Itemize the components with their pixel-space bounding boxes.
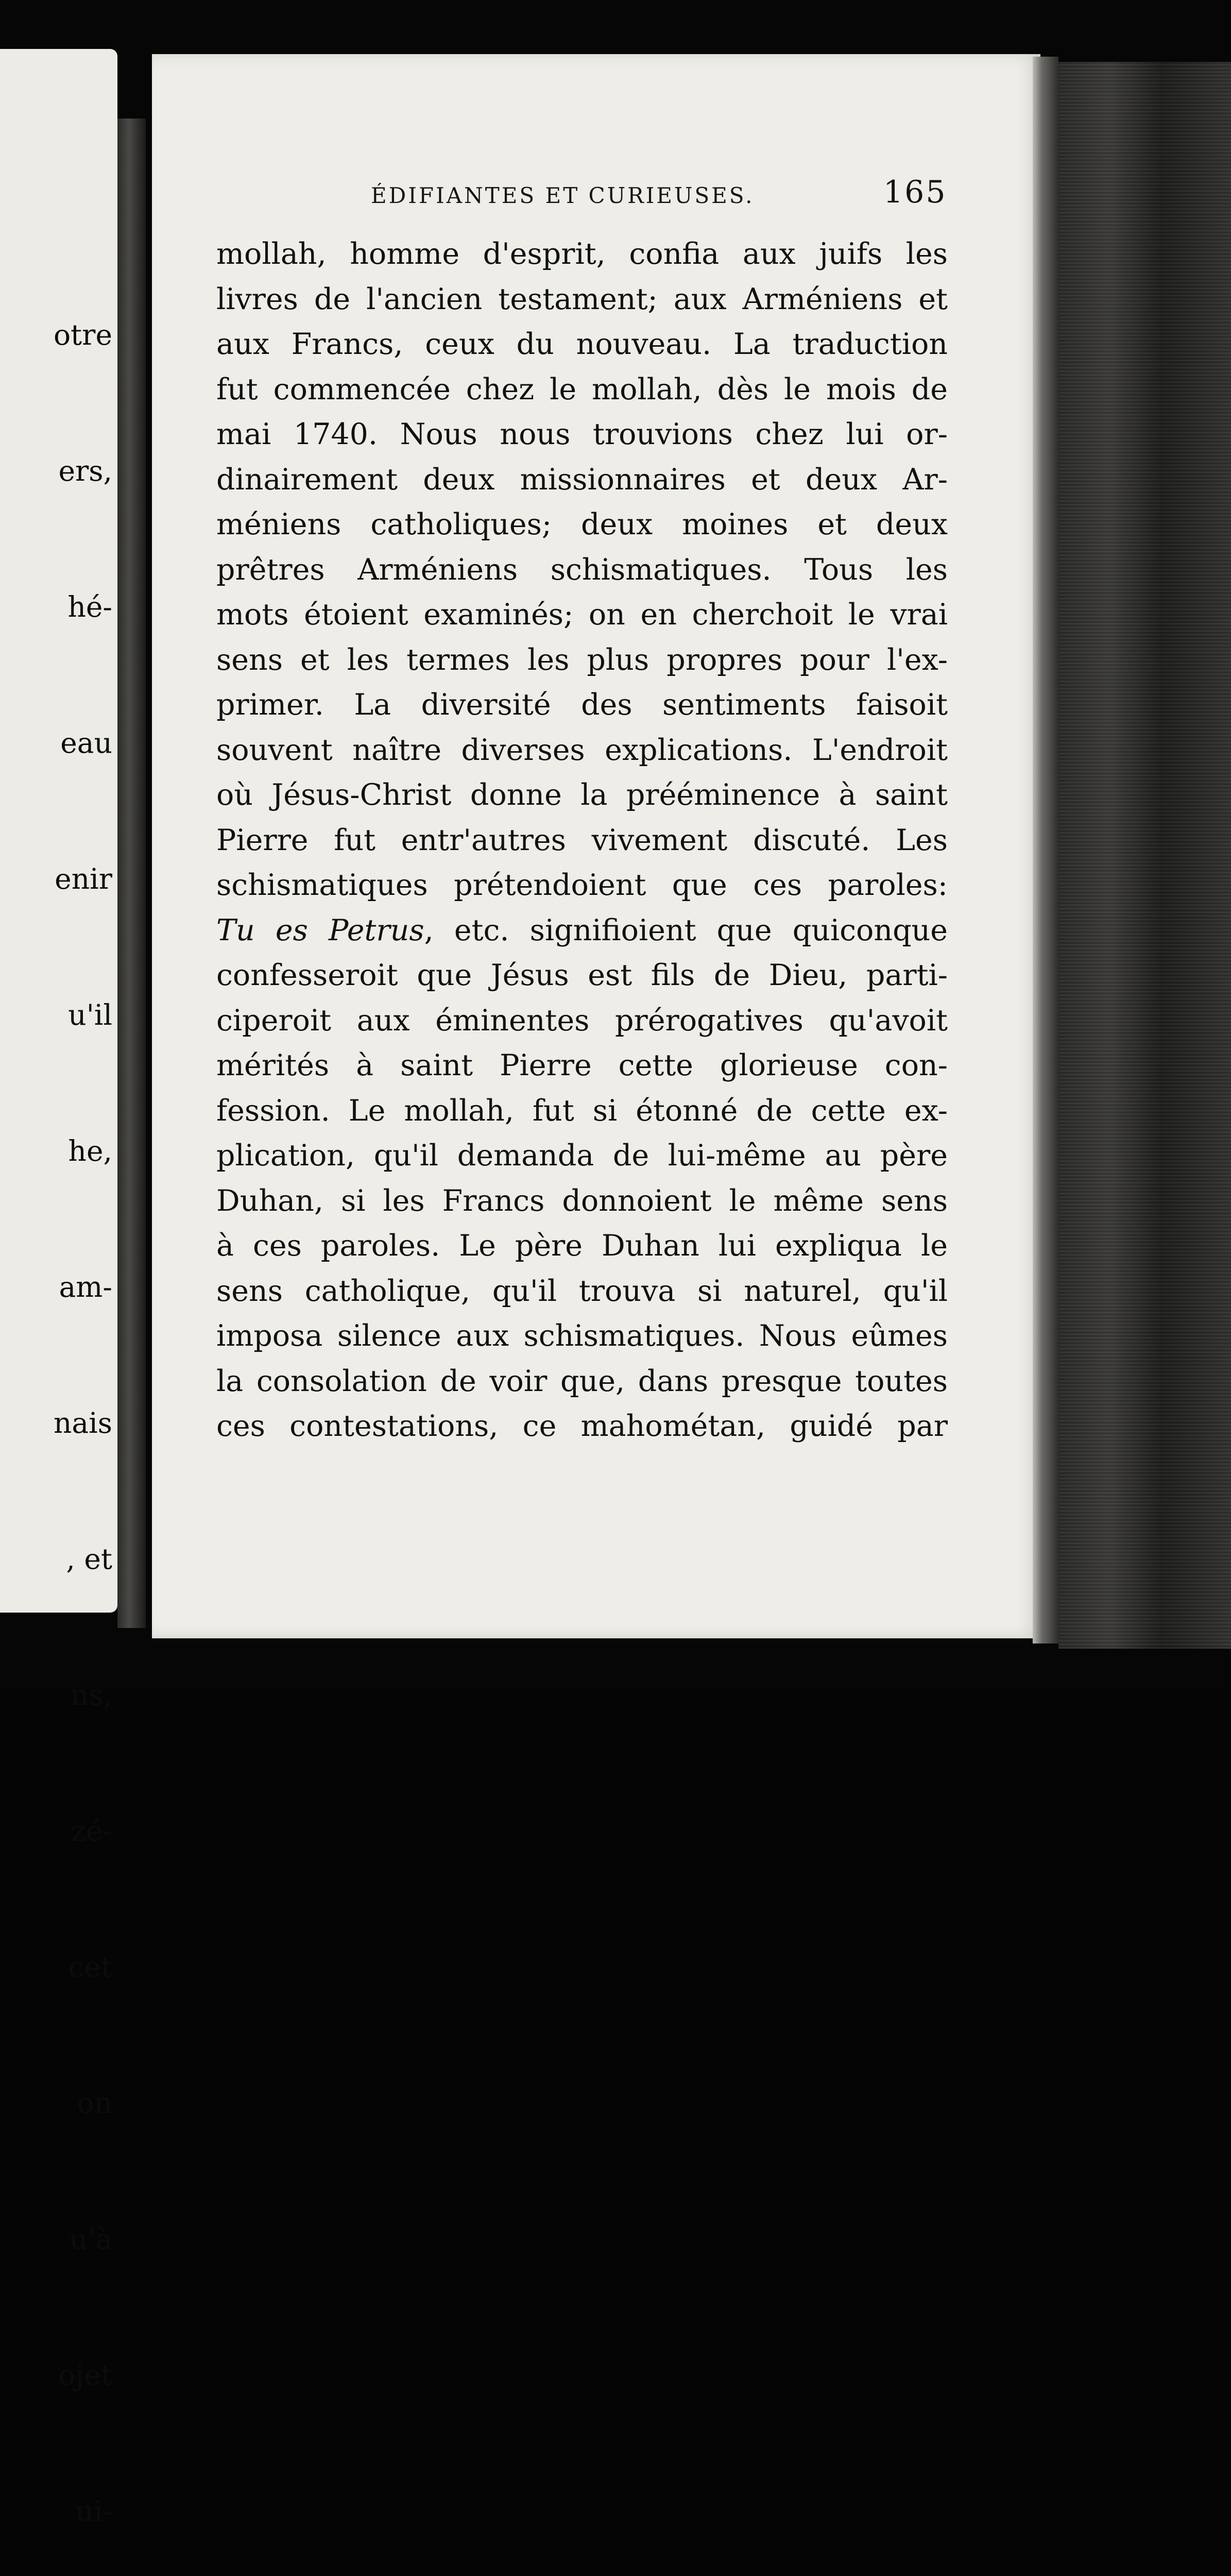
text-line: Duhan, si les Francs donnoient le même sens: [216, 1183, 948, 1218]
text-line: mai 1740. Nous nous trouvions chez lui or-: [216, 417, 948, 451]
text-line: plication, qu'il demanda de lui-même au père: [216, 1139, 948, 1173]
text-line: confesseroit que Jésus est fils de Dieu, parti-: [216, 958, 948, 992]
left-line: u'il: [68, 998, 112, 1031]
italic-line-rest: , etc. signifioient que quiconque: [424, 913, 948, 947]
text-line: dinairement deux missionnaires et deux Ar-: [216, 462, 948, 497]
left-line: ers,: [58, 454, 112, 487]
left-gutter: [117, 118, 146, 1628]
text-line: souvent naître diverses explications. L'endroit: [216, 733, 948, 767]
text-line: fut commencée chez le mollah, dès le mois de: [216, 372, 948, 406]
text-line: à ces paroles. Le père Duhan lui expliqua le: [216, 1229, 948, 1263]
left-line: , et: [66, 1543, 112, 1575]
text-line: Pierre fut entr'autres vivement discuté. Les: [216, 823, 948, 857]
left-line: u'à: [69, 2223, 112, 2256]
text-line: aux Francs, ceux du nouveau. La traduction: [216, 327, 948, 361]
text-line: prêtres Arméniens schismatiques. Tous les: [216, 552, 948, 587]
text-line: méniens catholiques; deux moines et deux: [216, 507, 948, 541]
left-line: nais: [53, 1406, 112, 1439]
text-line: ces contestations, ce mahométan, guidé par: [216, 1409, 948, 1443]
left-line: eau: [60, 726, 112, 759]
running-head: ÉDIFIANTES ET CURIEUSES.: [371, 183, 755, 208]
text-line: fession. Le mollah, fut si étonné de cette ex-: [216, 1093, 948, 1128]
text-line: primer. La diversité des sentiments faisoit: [216, 688, 948, 722]
text-line: schismatiques prétendoient que ces paroles:: [216, 868, 948, 902]
body-text: [216, 232, 948, 1449]
right-page-edge: [1058, 62, 1231, 1649]
text-line: sens et les termes les plus propres pour l'ex-: [216, 642, 948, 677]
text-line: où Jésus-Christ donne la prééminence à saint: [216, 778, 948, 812]
text-line: mollah, homme d'esprit, confia aux juifs les: [216, 237, 948, 271]
text-line: livres de l'ancien testament; aux Arméniens et: [216, 282, 948, 316]
left-line: otre: [53, 318, 112, 351]
left-line: hé-: [67, 590, 112, 623]
page-edge: [1033, 57, 1058, 1643]
left-line: on: [77, 2087, 112, 2120]
left-line: am-: [59, 1270, 112, 1303]
text-line: mots étoient examinés; on en cherchoit le vrai: [216, 598, 948, 632]
page-number: 165: [883, 174, 947, 210]
left-line: he,: [68, 1134, 112, 1167]
text-line-italic: [216, 908, 948, 954]
text-line: imposa silence aux schismatiques. Nous eûmes: [216, 1319, 948, 1353]
text-line: mérités à saint Pierre cette glorieuse con-: [216, 1048, 948, 1082]
left-line: zé-: [71, 1815, 112, 1848]
italic-phrase: Tu es Petrus: [216, 913, 424, 947]
text-line: sens catholique, qu'il trouva si naturel, qu'il: [216, 1274, 948, 1308]
text-line: la consolation de voir que, dans presque toutes: [216, 1364, 948, 1398]
text-line: ciperoit aux éminentes prérogatives qu'avoit: [216, 1003, 948, 1038]
left-line: cet: [68, 1951, 112, 1984]
left-line: ns,: [70, 1679, 112, 1711]
left-line: ojet: [58, 2359, 112, 2392]
left-page-text: [0, 222, 112, 2576]
left-line: ui-: [75, 2495, 112, 2528]
left-line: enir: [55, 862, 112, 895]
